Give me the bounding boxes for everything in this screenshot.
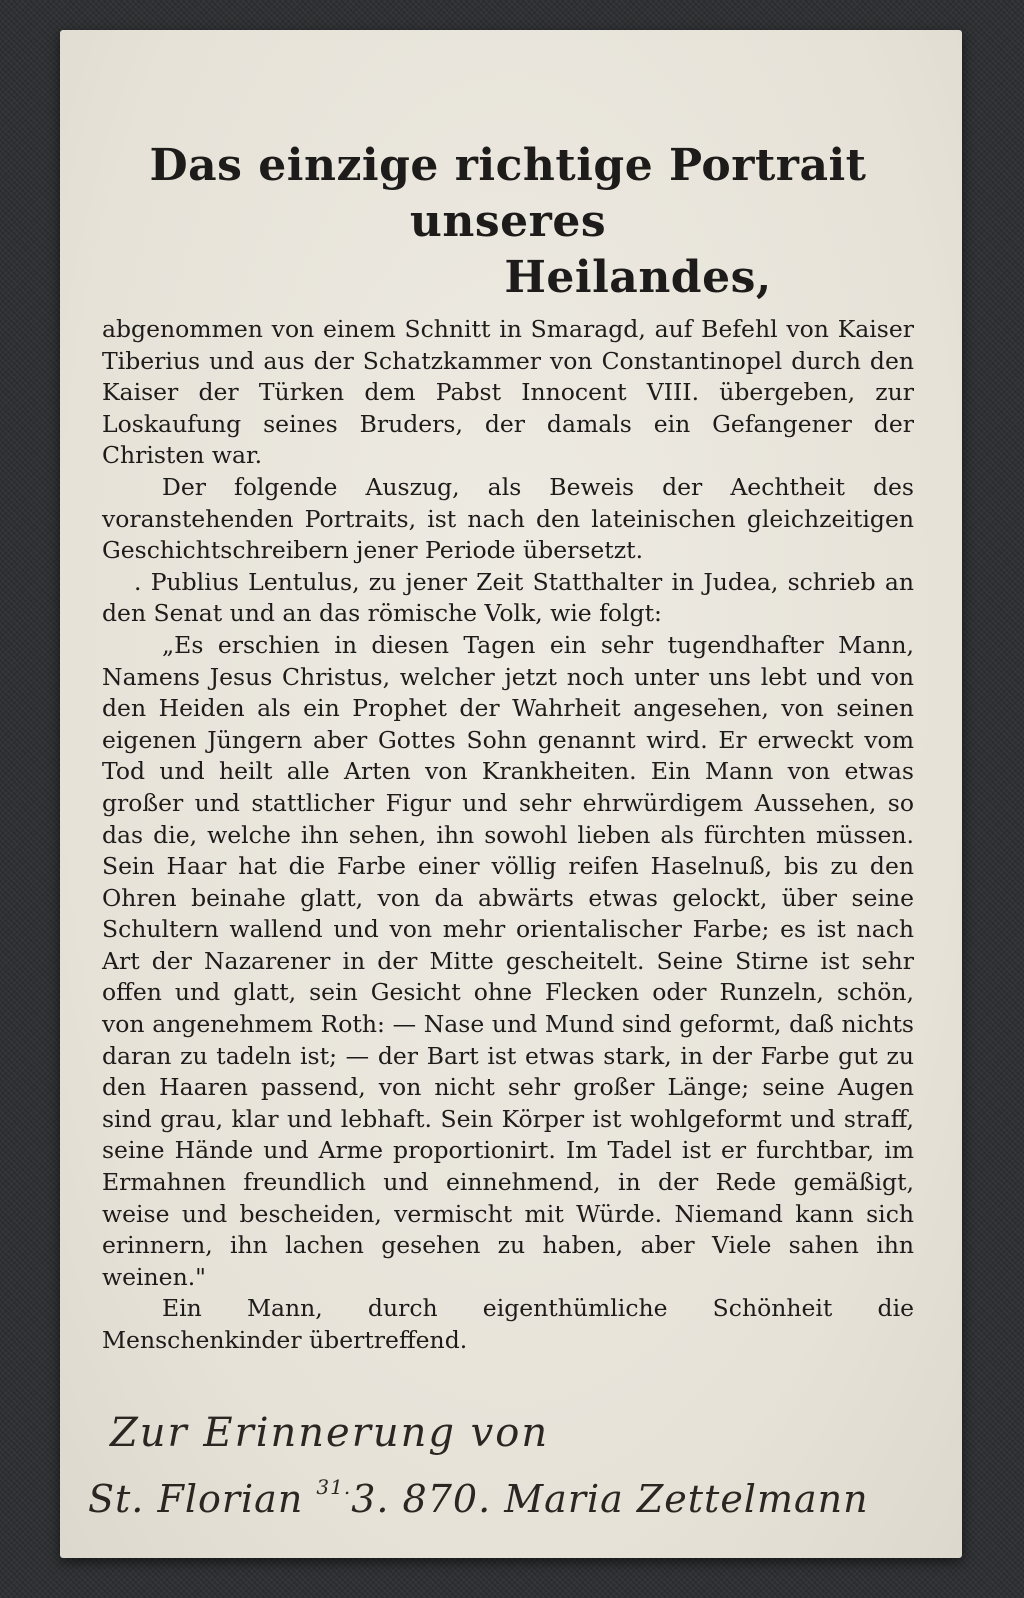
paragraph-lentulus-intro: . Publius Lentulus, zu jener Zeit Statthalter in Judea, schrieb an den Senat und an das römische Volk, wie folgt: [102,567,914,628]
card-title [102,138,914,306]
title-line-1: Das einzige richtige Portrait unseres [149,140,867,247]
devotional-card [60,30,962,1558]
handwritten-place: St. Florian [88,1477,304,1521]
handwritten-signature-line [60,1475,990,1521]
card-body-text [102,314,914,1357]
handwritten-name: Maria Zettelmann [504,1477,869,1521]
handwritten-date: 3. 870. [351,1477,492,1521]
paragraph-excerpt-intro: Der folgende Auszug, als Beweis der Aechtheit des voranstehenden Portraits, ist nach den lateinischen gleichzeitigen Geschichtschreibern jener Periode übersetzt. [102,472,914,565]
title-line-2: Heilandes, [504,252,772,303]
paragraph-provenance: abgenommen von einem Schnitt in Smaragd, auf Befehl von Kaiser Tiberius und aus der Schatzkammer von Constantinopel durch den Kaiser der Türken dem Pabst Innocent VIII. übergeben, zur Loskaufung seines Bruders, der damals ein Gefangener der Christen war. [102,315,914,470]
paragraph-lentulus-letter: „Es erschien in diesen Tagen ein sehr tugendhafter Mann, Namens Jesus Christus, welcher jetzt noch unter uns lebt und von den Heiden als ein Prophet der Wahrheit angesehen, von seinen eigenen Jüngern aber Gottes Sohn genannt wird. Er erweckt vom Tod und heilt alle Arten von Krankheiten. Ein Mann von etwas großer und stattlicher Figur und sehr ehrwürdigem Aussehen, so das die, welche ihn sehen, ihn sowohl lieben als fürchten müssen. Sein Haar hat die Farbe einer völlig reifen Haselnuß, bis zu den Ohren beinahe glatt, von da abwärts etwas gelockt, über seine Schultern wallend und von mehr orientalischer Farbe; es ist nach Art der Nazarener in der Mitte gescheitelt. Seine Stirne ist sehr offen und glatt, sein Gesicht ohne Flecken oder Runzeln, schön, von angenehmem Roth: — Nase und Mund sind geformt, daß nichts daran zu tadeln ist; — der Bart ist etwas stark, in der Farbe gut zu den Haaren passend, von nicht sehr großer Länge; seine Augen sind grau, klar und lebhaft. Sein Körper ist wohlgeformt und straff, seine Hände und Arme proportionirt. Im Tadel ist er furchtbar, im Ermahnen freundlich und einnehmend, in der Rede gemäßigt, weise und bescheiden, vermischt mit Würde. Niemand kann sich erinnern, ihn lachen gesehen zu haben, aber Viele sahen ihn weinen." [102,630,914,1291]
paragraph-closing: Ein Mann, durch eigenthümliche Schönheit die Menschenkinder übertreffend. [102,1294,914,1354]
handwritten-dedication: Zur Erinnerung von [110,1410,550,1456]
handwritten-date-day: 31. [316,1475,352,1499]
